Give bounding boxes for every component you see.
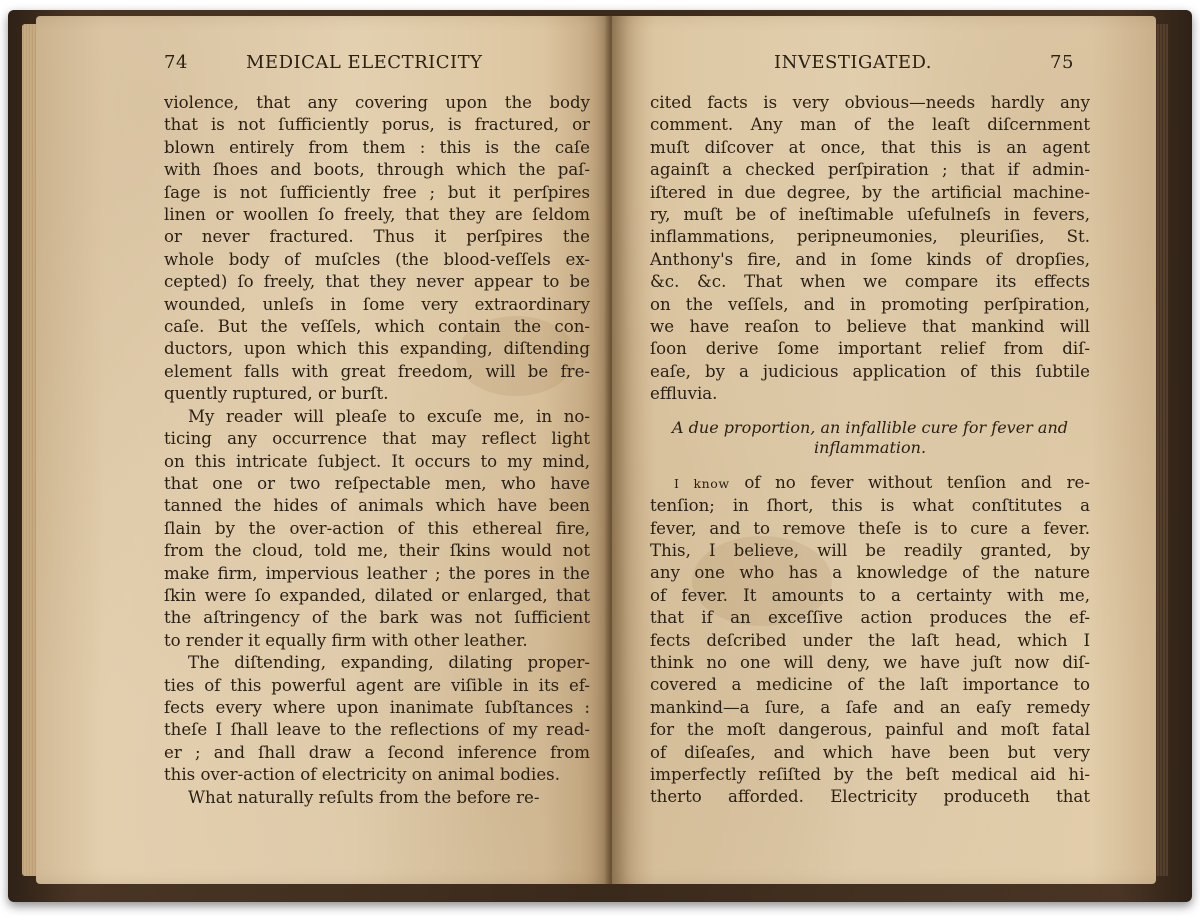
- text-line: ties of this powerful agent are viſible in its ef-: [164, 675, 590, 695]
- text-line: of diſeaſes, and which have been but very: [650, 742, 1090, 762]
- text-line: mankind—a ſure, a ſafe and an eaſy remedy: [650, 697, 1090, 717]
- text-line: ſlain by the over-action of this ethereal fire,: [164, 518, 590, 538]
- text-line: Anthony's fire, and in ſome kinds of dropſies,: [650, 249, 1090, 269]
- text-line: tenſion; in ſhort, this is what conſtitutes a: [650, 496, 1090, 516]
- text-line: of fever. It amounts to a certainty with me,: [650, 585, 1090, 605]
- text-line: that is not ſufficiently porus, is fractured, or: [164, 115, 590, 135]
- text-line: violence, that any covering upon the body: [164, 93, 590, 112]
- left-page-number: 74: [164, 52, 188, 73]
- text-line: we have reaſon to believe that mankind will: [650, 317, 1090, 337]
- text-line: this over-action of electricity on animal bodies.: [164, 765, 560, 785]
- text-line: againſt a checked perſpiration ; that if admin-: [650, 160, 1090, 180]
- text-line: [650, 472, 1090, 495]
- text-line: eaſe, by a judicious application of this ſubtile: [650, 361, 1090, 381]
- section-heading: [650, 418, 1090, 458]
- paragraph: [650, 92, 1090, 406]
- small-caps-opening: I know: [674, 475, 730, 491]
- text-line: wounded, unleſs in ſome very extraordinary: [164, 294, 590, 314]
- text-line: comment. Any man of the leaſt diſcernment: [650, 115, 1090, 135]
- text-line: quently ruptured, or burſt.: [164, 384, 389, 404]
- left-page: [36, 16, 612, 884]
- text-line: fever, and to remove theſe is to cure a fever.: [650, 518, 1090, 538]
- paragraph: [164, 406, 590, 652]
- text-line: cited facts is very obvious—needs hardly any: [650, 93, 1090, 112]
- text-line: blown entirely from them : this is the caſe: [164, 137, 590, 157]
- section-heading-line: A due proportion, an infallible cure for fever and: [672, 417, 1068, 437]
- right-page: [612, 16, 1156, 884]
- text-line: any one who has a knowledge of the nature: [650, 563, 1090, 583]
- text-line: caſe. But the veſſels, which contain the con-: [164, 317, 590, 337]
- text-line: ſoon derive ſome important relief from diſ-: [650, 339, 1090, 359]
- text-line: covered a medicine of the laſt importance to: [650, 675, 1090, 695]
- text-line: think no one will deny, we have juſt now diſ-: [650, 652, 1090, 672]
- text-line: This, I believe, will be readily granted, by: [650, 540, 1090, 560]
- text-line: fects deſcribed under the laſt head, which I: [650, 630, 1090, 650]
- text-line: that if an exceſſive action produces the ef-: [650, 608, 1090, 628]
- paragraph: [164, 787, 590, 809]
- text-line: with ſhoes and boots, through which the paſ-: [164, 160, 590, 180]
- text-line: ticing any occurrence that may reflect light: [164, 429, 590, 449]
- text-line: ſkin were ſo expanded, dilated or enlarged, that: [164, 585, 590, 605]
- text-line: tanned the hides of animals which have been: [164, 496, 590, 516]
- text-line: whole body of muſcles (the blood-veſſels ex-: [164, 249, 590, 269]
- right-page-text: [650, 92, 1090, 809]
- text-line: effluvia.: [650, 384, 718, 404]
- text-line: er ; and ſhall draw a ſecond inference from: [164, 742, 590, 762]
- text-line: ſage is not ſufficiently free ; but it perſpires: [164, 182, 590, 202]
- text-line: ductors, upon which this expanding, diſtending: [164, 339, 590, 359]
- text-line: or never fractured. Thus it perſpires the: [164, 227, 590, 247]
- text-line: fects every where upon inanimate ſubſtances :: [164, 697, 590, 717]
- text-line: My reader will pleaſe to excuſe me, in no-: [188, 406, 590, 426]
- text-line: element falls with great freedom, will be fre-: [164, 361, 590, 381]
- paragraph: [164, 92, 590, 406]
- first-line-rest: of no fever without tenſion and re-: [729, 472, 1090, 492]
- text-line: ry, muſt be of ineſtimable uſefulneſs in fevers,: [650, 205, 1090, 225]
- text-line: linen or woollen ſo freely, that they are ſeldom: [164, 205, 590, 225]
- text-line: on this intricate ſubject. It occurs to my mind,: [164, 451, 590, 471]
- text-line: muſt diſcover at once, that this is an agent: [650, 137, 1090, 157]
- text-line: imperfectly reſiſted by the beſt medical aid hi-: [650, 764, 1090, 784]
- text-line: inflammations, peripneumonies, pleuriſies, St.: [650, 227, 1090, 247]
- text-line: that one or two reſpectable men, who have: [164, 473, 590, 493]
- right-page-number: 75: [1050, 52, 1074, 73]
- section-heading-line: inflammation.: [813, 437, 927, 457]
- text-line: theſe I ſhall leave to the reflections of my read-: [164, 720, 590, 740]
- left-running-head: MEDICAL ELECTRICITY: [246, 52, 483, 73]
- text-line: What naturally reſults from the before re-: [188, 787, 540, 807]
- paragraph: [164, 652, 590, 786]
- text-line: cepted) ſo freely, that they never appear to be: [164, 272, 590, 292]
- left-page-text: [164, 92, 590, 809]
- right-paragraphs-before: [650, 92, 1090, 406]
- right-paragraph-after: [650, 472, 1090, 809]
- text-line: on the veſſels, and in promoting perſpiration,: [650, 294, 1090, 314]
- text-line: &c. &c. That when we compare its effects: [650, 272, 1090, 292]
- right-running-head: INVESTIGATED.: [774, 52, 932, 73]
- text-line: therto afforded. Electricity produceth that: [650, 787, 1090, 807]
- text-line: for the moſt dangerous, painful and moſt fatal: [650, 720, 1090, 740]
- text-line: make firm, impervious leather ; the pores in the: [164, 563, 590, 583]
- text-line: to render it equally firm with other leather.: [164, 630, 528, 650]
- text-line: from the cloud, told me, their ſkins would not: [164, 541, 590, 561]
- text-line: the aſtringency of the bark was not ſufficient: [164, 608, 590, 628]
- text-line: The diſtending, expanding, dilating proper-: [188, 653, 590, 673]
- text-line: iſtered in due degree, by the artificial machine-: [650, 182, 1090, 202]
